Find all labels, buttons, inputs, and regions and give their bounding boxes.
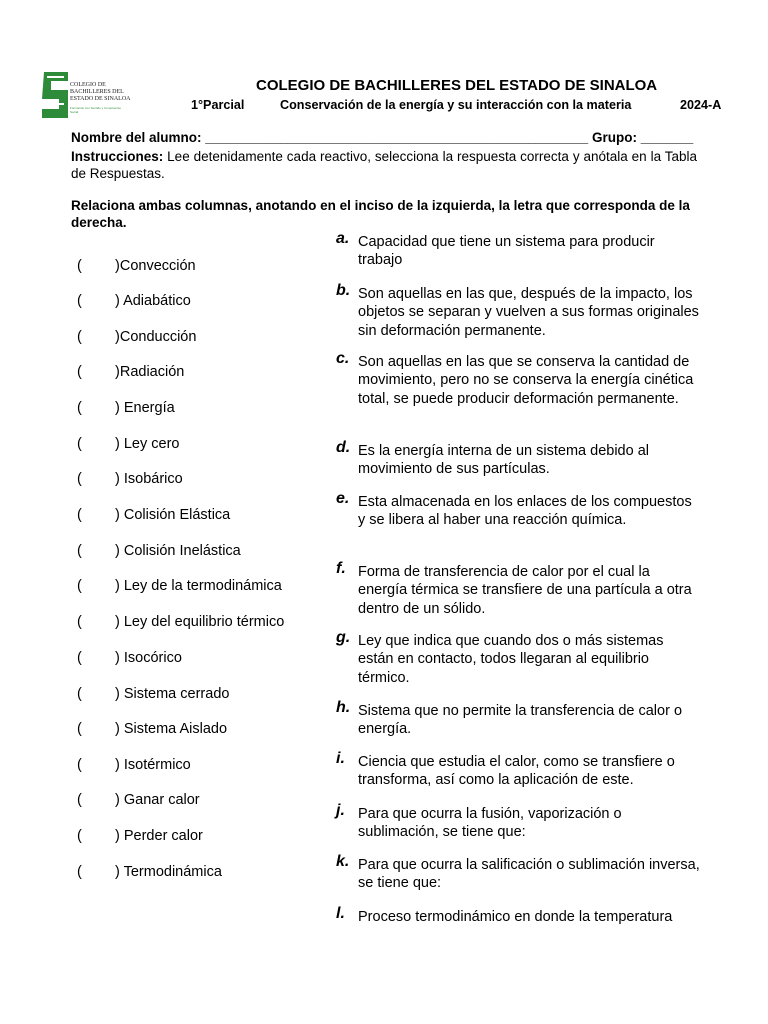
left-item: ( ) Isocórico [77, 650, 182, 666]
right-item-text: Son aquellas en las que, después de la impacto, los objetos se separan y vuelven a sus formas originales sin deformación permanente. [358, 286, 699, 339]
left-item-label: Convección [119, 258, 196, 274]
left-item: ( ) Isotérmico [77, 757, 191, 773]
instructions-text: Lee detenidamente cada reactivo, selecciona la respuesta correcta y anótala en la Tabla de Respuestas. [71, 149, 697, 181]
left-item: ( ) Colisión Inelástica [77, 543, 241, 559]
right-item-letter: d. [336, 439, 351, 456]
right-item-text: Ciencia que estudia el calor, como se transfiere o transforma, así como la aplicación de este. [358, 754, 675, 789]
left-item: ( ) Adiabático [77, 293, 191, 309]
left-item-label: Ganar calor [119, 792, 200, 808]
left-item: ( ) Ley de la termodinámica [77, 578, 282, 594]
right-item-letter: h. [336, 699, 351, 716]
right-item-text: Es la energía interna de un sistema debido al movimiento de sus partículas. [358, 443, 649, 478]
left-item: ( ) Energía [77, 400, 175, 416]
logo-text-line: ESTADO DE SINALOA [70, 96, 131, 102]
left-item: ( )Conducción [77, 329, 197, 345]
left-item: ( )Convección [77, 258, 196, 274]
left-item: ( ) Sistema cerrado [77, 686, 230, 702]
right-item-letter: k. [336, 853, 350, 870]
right-item-text: Sistema que no permite la transferencia de calor o energía. [358, 703, 683, 738]
exam-period: 1°Parcial [191, 98, 245, 112]
left-item-label: Ley de la termodinámica [119, 578, 282, 594]
right-item-letter: e. [336, 490, 350, 507]
right-item-letter: b. [336, 282, 351, 299]
student-info-line [71, 130, 693, 145]
left-item-label: Perder calor [119, 828, 203, 844]
left-item-label: Termodinámica [119, 864, 222, 880]
school-year: 2024-A [680, 98, 722, 112]
left-item-label: Isotérmico [119, 757, 191, 773]
left-item-label: Sistema Aislado [119, 721, 228, 737]
student-name-field[interactable]: Nombre del alumno: ___________________________________________________ [71, 130, 589, 145]
cobaes-logo-icon [38, 70, 72, 120]
left-item-label: Sistema cerrado [119, 686, 230, 702]
left-item: ( ) Perder calor [77, 828, 203, 844]
group-field[interactable]: Grupo: _______ [591, 130, 694, 145]
relate-columns-instruction: Relaciona ambas columnas, anotando en el inciso de la izquierda, la letra que corresponda de la derecha. [71, 198, 690, 230]
logo-text-line: COLEGIO DE [70, 82, 106, 88]
right-item-text: Forma de transferencia de calor por el cual la energía térmica se transfiere de una partícula a otra dentro de un sólido. [358, 564, 692, 617]
right-item-text: Ley que indica que cuando dos o más sistemas están en contacto, todos llegaran al equilibrio térmico. [358, 633, 664, 686]
logo-text [70, 82, 132, 103]
left-item-label: Colisión Inelástica [119, 543, 241, 559]
left-item: ( ) Isobárico [77, 471, 183, 487]
left-item-label: Ley cero [119, 436, 180, 452]
instructions [71, 148, 697, 182]
logo-text-line: BACHILLERES DEL [70, 89, 124, 95]
logo-tagline: Formación con Sentido y Compromiso Social [70, 106, 122, 114]
left-item: ( ) Ganar calor [77, 792, 200, 808]
right-item-text: Son aquellas en las que se conserva la cantidad de movimiento, pero no se conserva la energía cinética total, se puede producir deformación permanente. [358, 354, 694, 407]
left-item-label: Isocórico [119, 650, 182, 666]
right-item-text: Capacidad que tiene un sistema para producir trabajo [358, 234, 655, 269]
left-item: ( ) Ley cero [77, 436, 180, 452]
left-item: ( )Radiación [77, 364, 185, 380]
right-item-letter: a. [336, 230, 350, 247]
left-item-label: Colisión Elástica [119, 507, 231, 523]
left-item: ( ) Colisión Elástica [77, 507, 231, 523]
right-item-letter: c. [336, 350, 350, 367]
left-item-label: Ley del equilibrio térmico [119, 614, 285, 630]
right-item-text: Para que ocurra la fusión, vaporización o sublimación, se tiene que: [358, 806, 622, 841]
instructions-label: Instrucciones: [71, 149, 164, 164]
left-item-label: Conducción [119, 329, 197, 345]
course-title: Conservación de la energía y su interacción con la materia [280, 98, 632, 112]
left-item: ( ) Termodinámica [77, 864, 222, 880]
left-item-label: Isobárico [119, 471, 183, 487]
left-item: ( ) Ley del equilibrio térmico [77, 614, 285, 630]
right-item-text: Proceso termodinámico en donde la temperatura [358, 909, 673, 925]
school-logo [38, 70, 130, 122]
right-item-text: Esta almacenada en los enlaces de los compuestos y se libera al haber una reacción química. [358, 494, 692, 529]
left-item-label: Energía [119, 400, 175, 416]
right-item-letter: j. [336, 802, 345, 819]
left-item-label: Adiabático [119, 293, 191, 309]
school-title: COLEGIO DE BACHILLERES DEL ESTADO DE SINALOA [256, 77, 658, 94]
right-item-letter: l. [336, 905, 345, 922]
right-item-letter: f. [336, 560, 346, 577]
right-item-letter: g. [336, 629, 351, 646]
right-item-text: Para que ocurra la salificación o sublimación inversa, se tiene que: [358, 857, 700, 892]
left-item: ( ) Sistema Aislado [77, 721, 228, 737]
right-item-letter: i. [336, 750, 345, 767]
left-item-label: Radiación [119, 364, 185, 380]
